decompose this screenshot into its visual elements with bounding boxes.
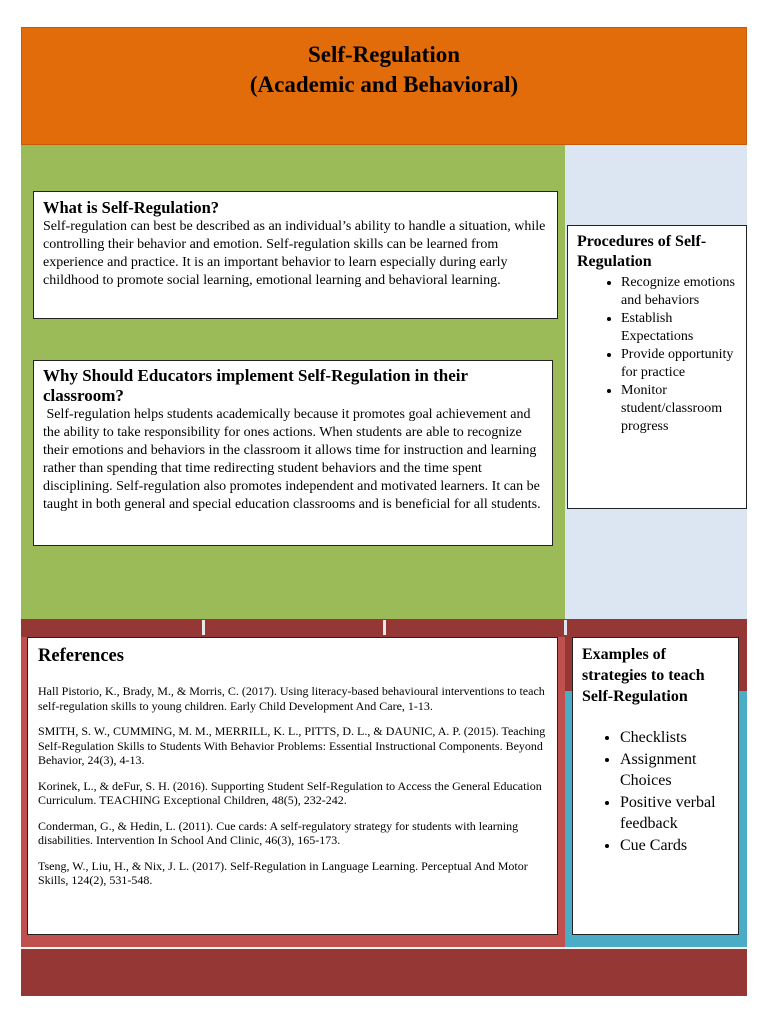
title-line-2: (Academic and Behavioral) xyxy=(249,72,519,97)
procedures-heading: Procedures of Self-Regulation xyxy=(577,233,707,270)
strip-divider xyxy=(202,620,205,635)
what-is-body: Self-regulation can best be described as an individual’s ability to handle a situation, while controlling their behavior and emotion. Self-regulation skills can be learned from experience and practice. It is an important behavior to learn especially during early childhood to promote social learning, emotional learning and behavioral learning. xyxy=(43,219,546,288)
why-box xyxy=(33,360,553,546)
examples-list xyxy=(582,727,729,856)
page-title xyxy=(21,40,747,100)
reference-item: Conderman, G., & Hedin, L. (2011). Cue cards: A self-regulatory strategy for students with learning disabilities. Intervention In School And Clinic, 46(3), 165-173. xyxy=(38,818,519,847)
reference-item: SMITH, S. W., CUMMING, M. M., MERRILL, K. L., PITTS, D. L., & DAUNIC, A. P. (2015). Teaching Self-Regulation Skills to Students With Behavior Problems: Essential Instructional Components. Beyond Behavior, 24(3), 4-13. xyxy=(38,724,546,767)
examples-box xyxy=(572,637,739,935)
list-item: • Assignment Choices xyxy=(620,749,729,792)
list-item: • Monitor student/classroom progress xyxy=(621,382,737,436)
title-line-1: Self-Regulation xyxy=(307,42,461,67)
list-item: • Recognize emotions and behaviors xyxy=(621,274,737,310)
strip-divider xyxy=(564,620,567,635)
list-item: • Checklists xyxy=(620,727,729,749)
why-body: Self-regulation helps students academically because it promotes goal achievement and the ability to take responsibility for ones actions. When students are able to recognize their emotions and behaviors in the classroom it allows time for instruction and learning rather than spending that time redirecting student behaviors and the time spent disciplining. Self-regulation also promotes independent and motivated learners. It can be taught in both general and special education classrooms and is beneficial for all students. xyxy=(43,407,544,512)
list-item: • Establish Expectations xyxy=(621,310,737,346)
list-item: • Cue Cards xyxy=(620,835,729,857)
why-heading: Why Should Educators implement Self-Regulation in their classroom? xyxy=(43,366,468,405)
reference-item: Korinek, L., & deFur, S. H. (2016). Supporting Student Self-Regulation to Access the General Education Curriculum. TEACHING Exceptional Children, 48(5), 232-242. xyxy=(38,778,542,807)
footer-band xyxy=(21,947,747,996)
strip-divider xyxy=(383,620,386,635)
list-item: • Positive verbal feedback xyxy=(620,792,729,835)
references-box xyxy=(27,637,558,935)
what-is-heading: What is Self-Regulation? xyxy=(43,198,220,217)
examples-heading: Examples of strategies to teach Self-Regulation xyxy=(582,646,705,705)
what-is-box xyxy=(33,191,558,319)
reference-item: Tseng, W., Liu, H., & Nix, J. L. (2017). Self-Regulation in Language Learning. Perceptual And Motor Skills, 124(2), 531-548. xyxy=(38,858,528,887)
procedures-box xyxy=(567,225,747,509)
list-item: • Provide opportunity for practice xyxy=(621,346,737,382)
references-heading: References xyxy=(38,646,124,666)
reference-item: Hall Pistorio, K., Brady, M., & Morris, C. (2017). Using literacy-based behavioural interventions to teach self-regulation skills to young children. Early Child Development And Care, 1-13. xyxy=(38,684,545,713)
procedures-list xyxy=(577,274,737,436)
